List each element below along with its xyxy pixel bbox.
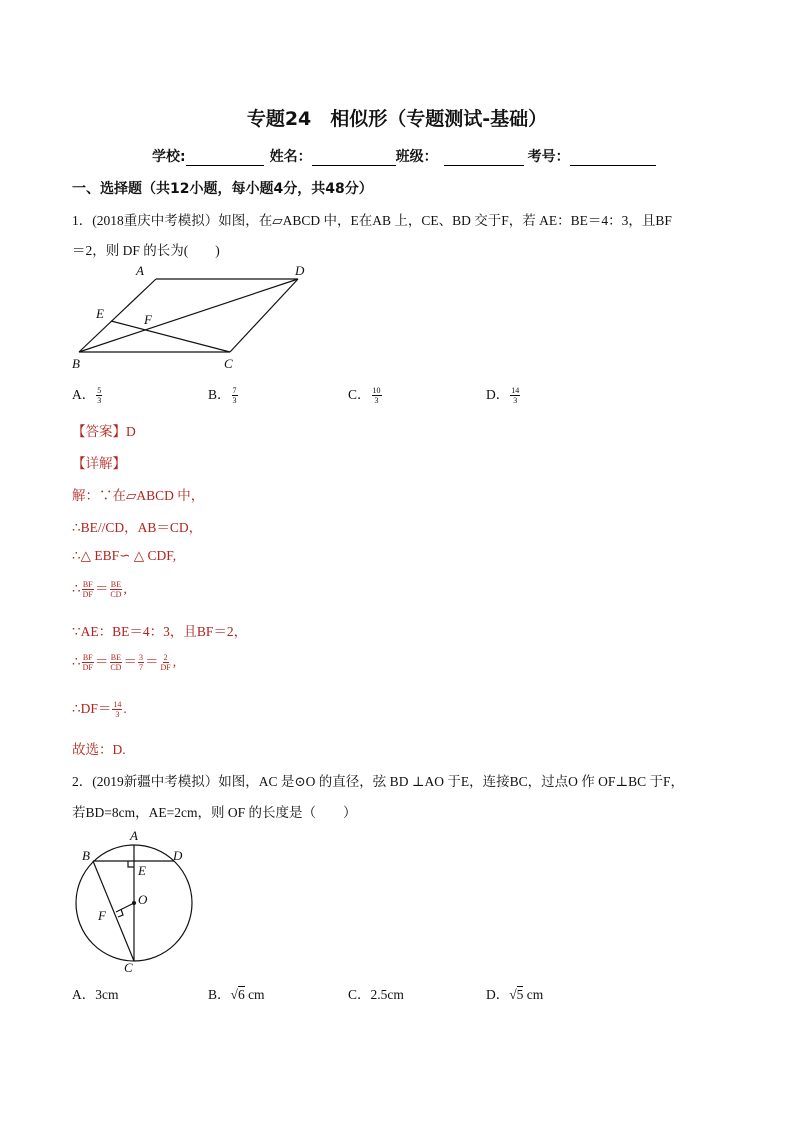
label-e: E xyxy=(96,306,104,321)
student-info-line xyxy=(152,146,656,166)
label-c: C xyxy=(224,356,233,371)
class-label: 班级： xyxy=(395,149,438,165)
q2-circle-figure xyxy=(66,826,206,976)
q1-stem-line2: ＝2，则 DF 的长为( ) xyxy=(72,243,220,258)
q2-option-d[interactable]: D．√5 cm xyxy=(486,987,544,1002)
q2-stem-line1: 2．(2019新疆中考模拟）如图，AC 是⊙O 的直径，弦 BD ⊥AO 于E，连接BC，过点O 作 OF⊥BC 于F， xyxy=(72,774,684,789)
q1-solution-line8: 故选：D. xyxy=(72,742,126,757)
q2-stem-line2: 若BD=8cm，AE=2cm，则 OF 的长度是（ ） xyxy=(72,805,357,820)
label-b: B xyxy=(72,356,80,371)
label-d: D xyxy=(295,263,305,278)
q2-option-a[interactable]: A．3cm xyxy=(72,987,119,1002)
section-heading: 一、选择题（共12小题，每小题4分，共48分） xyxy=(72,181,373,197)
label-b: B xyxy=(82,848,90,863)
q1-solution-line5: ∵AE：BE＝4：3，且BF＝2， xyxy=(72,624,248,639)
q1-solution-line3: ∴△ EBF∽ △ CDF, xyxy=(72,548,177,563)
page-title: 专题24 相似形（专题测试-基础） xyxy=(246,108,548,130)
name-label: 姓名： xyxy=(269,149,312,165)
exam-no-label: 考号： xyxy=(527,149,570,165)
q1-solution-line6: ∴ $\frac{BF}{DF}$ ＝ $\frac{BE}{CD}$ ＝ $\frac{3}{7}$ ＝ $\frac{2}{DF}$ , xyxy=(72,653,177,673)
q1-option-d[interactable]: D． $\frac{14}{3}$ xyxy=(486,386,520,406)
right-angle-e xyxy=(128,861,134,867)
school-label: 学校: xyxy=(152,149,186,165)
label-a: A xyxy=(130,828,138,843)
q1-option-a[interactable]: A． $\frac{5}{3}$ xyxy=(72,386,102,406)
q1-solution-line4: ∴ $\frac{BF}{DF}$ ＝ $\frac{BE}{CD}$ , xyxy=(72,580,127,600)
label-c: C xyxy=(124,960,133,975)
q1-solution-line1: 解：∵在▱ABCD 中， xyxy=(72,488,205,503)
q1-option-c[interactable]: C． $\frac{10}{3}$ xyxy=(348,386,381,406)
label-d: D xyxy=(173,848,183,863)
class-blank[interactable] xyxy=(444,151,524,166)
segment-ce xyxy=(111,321,230,352)
label-f: F xyxy=(144,312,152,327)
q1-stem-line1: 1．(2018重庆中考模拟）如图，在▱ABCD 中，E在AB 上，CE、BD 交于F，若 AE：BE＝4：3，且BF xyxy=(72,213,672,228)
q1-option-b[interactable]: B． $\frac{7}{3}$ xyxy=(208,386,237,406)
q2-option-c[interactable]: C．2.5cm xyxy=(348,987,404,1002)
center-dot xyxy=(132,901,136,905)
q1-detail-tag: 【详解】 xyxy=(72,456,126,471)
label-a: A xyxy=(136,263,144,278)
label-e: E xyxy=(138,863,146,878)
label-f: F xyxy=(98,908,106,923)
q1-solution-line7: ∴DF＝ $\frac{14}{3}$ . xyxy=(72,700,127,720)
label-o: O xyxy=(138,892,148,907)
q1-solution-line2: ∴BE//CD，AB＝CD， xyxy=(72,520,203,535)
school-blank[interactable] xyxy=(186,151,264,166)
name-blank[interactable] xyxy=(312,151,396,166)
q1-parallelogram-figure xyxy=(66,262,326,374)
q2-option-b[interactable]: B．√6 cm xyxy=(208,987,265,1002)
segment-of xyxy=(116,903,134,912)
exam-no-blank[interactable] xyxy=(570,151,656,166)
q1-answer: 【答案】D xyxy=(72,424,136,439)
